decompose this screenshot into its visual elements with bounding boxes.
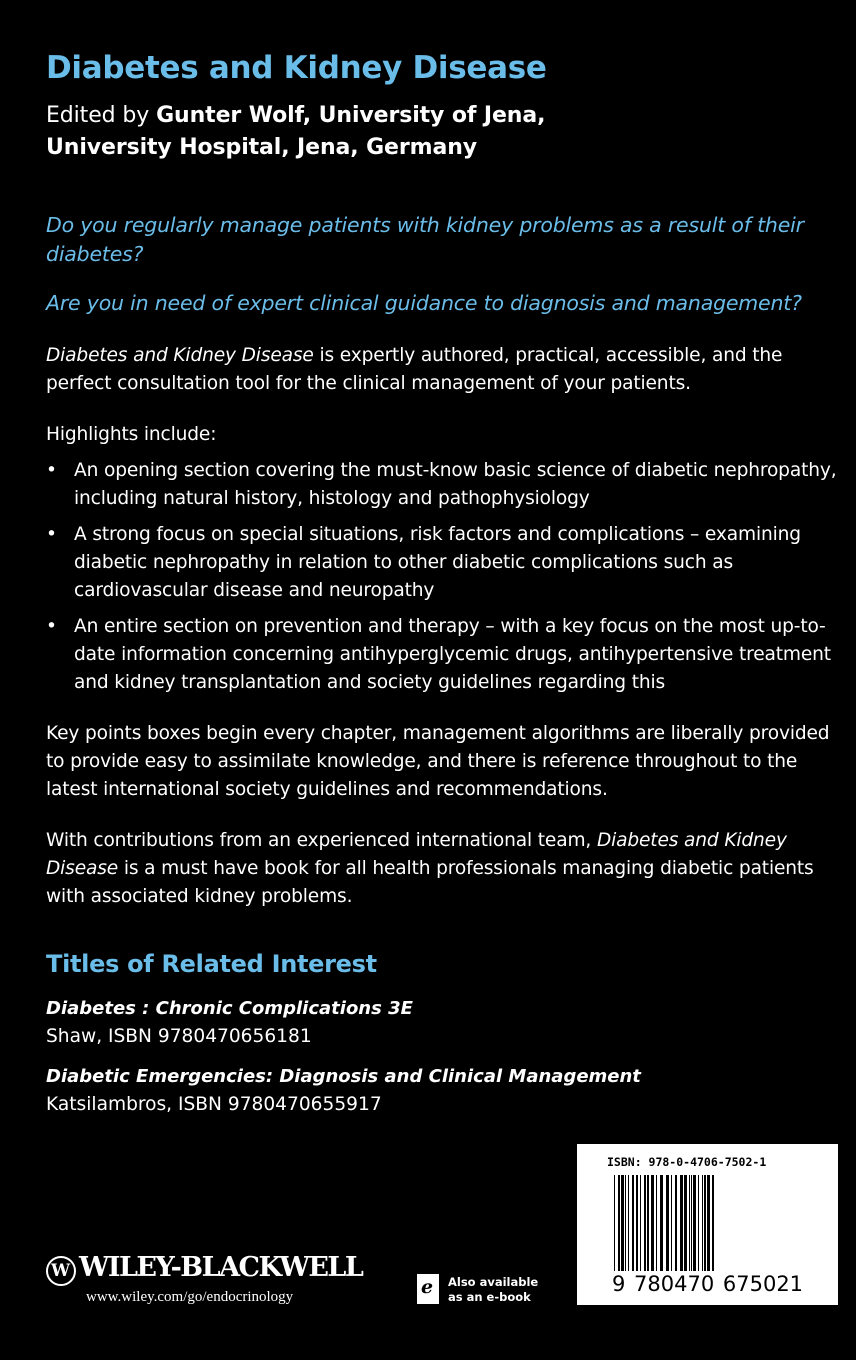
ebook-line-1: Also available (448, 1275, 539, 1289)
barcode-box (577, 1144, 838, 1305)
related-item-detail: Katsilambros, ISBN 9780470655917 (46, 1094, 382, 1115)
book-title: Diabetes and Kidney Disease (46, 50, 547, 86)
key-points-paragraph: Key points boxes begin every chapter, management algorithms are liberally provided to provide easy to assimilate knowledge, and there is reference throughout to the latest international society guidelines and recommendations. (46, 723, 830, 800)
related-item-title: Diabetic Emergencies: Diagnosis and Clinical Management (46, 1066, 641, 1087)
barcode-bar (698, 1175, 699, 1271)
barcode-bar (704, 1175, 706, 1271)
barcode-digit-group: 780470 (634, 1272, 715, 1296)
barcode-bar (621, 1175, 624, 1271)
barcode-bar (651, 1175, 654, 1271)
barcode (614, 1175, 814, 1271)
barcode-bar (666, 1175, 669, 1271)
barcode-bar (640, 1175, 641, 1271)
editor-name-line1: Gunter Wolf, University of Jena, (156, 103, 546, 128)
highlights-list (46, 457, 846, 705)
barcode-bar (680, 1175, 683, 1271)
intro-paragraph (46, 342, 846, 398)
barcode-bar (647, 1175, 649, 1271)
barcode-bar (712, 1175, 714, 1271)
barcode-bar (684, 1175, 687, 1271)
editor-name-line2: University Hospital, Jena, Germany (46, 135, 477, 160)
isbn-label: ISBN: 978-0-4706-7502-1 (607, 1155, 767, 1169)
contributions-book-title: Diabetes and Kidney Disease (46, 830, 787, 879)
publisher-logo-text: WILEY-BLACKWELL (79, 1252, 363, 1283)
related-item-title: Diabetes : Chronic Complications 3E (46, 998, 413, 1019)
intro-book-title: Diabetes and Kidney Disease (46, 345, 314, 366)
editor-credit (46, 100, 806, 164)
wiley-emblem-icon (46, 1256, 76, 1286)
highlight-text: A strong focus on special situations, risk factors and complications – examining diabetic nephropathy in relation to other diabetic complications such as cardiovascular disease and neuropathy (74, 524, 801, 601)
contributions-post: is a must have book for all health professionals managing diabetic patients with associated kidney problems. (46, 858, 814, 907)
intro-text: is expertly authored, practical, accessible, and the perfect consultation tool for the clinical management of your patients. (46, 345, 783, 394)
related-heading: Titles of Related Interest (46, 950, 377, 978)
editor-prefix: Edited by (46, 103, 157, 128)
barcode-bar (691, 1175, 692, 1271)
barcode-bar (614, 1175, 615, 1271)
barcode-bar (618, 1175, 620, 1271)
bullet-icon: • (46, 616, 57, 637)
barcode-digit-group: 675021 (722, 1272, 804, 1296)
barcode-bar (689, 1175, 690, 1271)
ebook-line-2: as an e-book (448, 1290, 531, 1304)
contributions-paragraph (46, 827, 846, 911)
barcode-bar (660, 1175, 663, 1271)
publisher-website: www.wiley.com/go/endocrinology (86, 1289, 294, 1305)
ebook-icon: e (417, 1274, 439, 1304)
barcode-bar (693, 1175, 696, 1271)
barcode-number (577, 1272, 838, 1296)
barcode-bar (702, 1175, 703, 1271)
barcode-bar (636, 1175, 638, 1271)
related-item-detail: Shaw, ISBN 9780470656181 (46, 1026, 312, 1047)
question-1: Do you regularly manage patients with kidney problems as a result of their diabetes? (46, 213, 804, 266)
barcode-bar (656, 1175, 657, 1271)
barcode-bar (628, 1175, 629, 1271)
barcode-bar (675, 1175, 677, 1271)
highlight-text: An opening section covering the must-know basic science of diabetic nephropathy, including natural history, histology and pathophysiology (74, 460, 837, 509)
list-item (46, 613, 846, 697)
barcode-digit-group: 9 (611, 1272, 626, 1296)
barcode-bar (707, 1175, 710, 1271)
bullet-icon: • (46, 524, 57, 545)
barcode-bar (644, 1175, 646, 1271)
question-2: Are you in need of expert clinical guidance to diagnosis and management? (46, 291, 802, 315)
bullet-icon: • (46, 460, 57, 481)
barcode-bar (671, 1175, 672, 1271)
barcode-bar (625, 1175, 626, 1271)
list-item (46, 457, 846, 513)
highlight-text: An entire section on prevention and therapy – with a key focus on the most up-to-date information concerning antihyperglycemic drugs, antihypertensive treatment and kidney transplantation and society guidelines regarding this (74, 616, 831, 693)
list-item (46, 521, 846, 605)
ebook-notice (448, 1275, 558, 1305)
contributions-pre: With contributions from an experienced international team, (46, 830, 597, 851)
highlights-intro: Highlights include: (46, 424, 217, 445)
barcode-bar (632, 1175, 634, 1271)
